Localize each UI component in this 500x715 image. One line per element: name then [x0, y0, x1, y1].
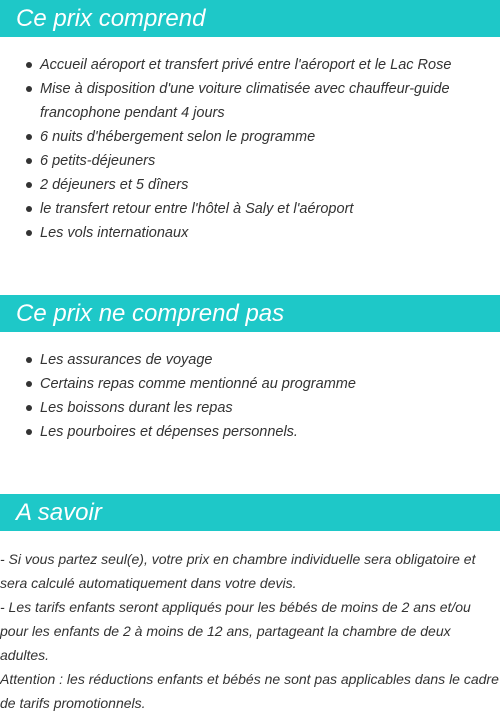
bullet-icon: [26, 429, 32, 435]
bullet-icon: [26, 405, 32, 411]
bullet-icon: [26, 206, 32, 212]
list-item: [0, 53, 500, 77]
bullet-icon: [26, 158, 32, 164]
not-included-list: [0, 348, 500, 444]
list-item-label: Les assurances de voyage: [40, 352, 213, 368]
list-item: [0, 348, 500, 372]
info-paragraph: - Si vous partez seul(e), votre prix en chambre individuelle sera obligatoire et sera calculé automatiquement dans votre devis.: [0, 551, 476, 591]
list-item: [0, 396, 500, 420]
info-paragraph: - Les tarifs enfants seront appliqués pour les bébés de moins de 2 ans et/ou pour les enfants de 2 à moins de 12 ans, partageant la chambre de deux adultes.: [0, 599, 471, 663]
list-item-label: Les vols internationaux: [40, 225, 189, 241]
list-item-label: Accueil aéroport et transfert privé entre l'aéroport et le Lac Rose: [40, 57, 452, 73]
info-text-block: [0, 547, 500, 715]
list-item: [0, 372, 500, 396]
bullet-icon: [26, 381, 32, 387]
list-item-label: Les boissons durant les repas: [40, 400, 233, 416]
list-item: [0, 221, 500, 245]
list-item: [0, 77, 500, 125]
section-title-included: Ce prix comprend: [0, 0, 500, 37]
list-item-label: le transfert retour entre l'hôtel à Saly et l'aéroport: [40, 201, 354, 217]
bullet-icon: [26, 134, 32, 140]
bullet-icon: [26, 62, 32, 68]
bullet-icon: [26, 230, 32, 236]
list-item-label: 2 déjeuners et 5 dîners: [40, 177, 189, 193]
list-item: [0, 197, 500, 221]
list-item-label: Mise à disposition d'une voiture climatisée avec chauffeur-guide francophone pendant 4 jours: [40, 81, 450, 121]
bullet-icon: [26, 357, 32, 363]
section-title-info: A savoir: [0, 494, 500, 531]
info-paragraph: Attention : les réductions enfants et bébés ne sont pas applicables dans le cadre de tarifs promotionnels.: [0, 671, 499, 711]
list-item-label: 6 nuits d'hébergement selon le programme: [40, 129, 316, 145]
list-item-label: Les pourboires et dépenses personnels.: [40, 424, 298, 440]
section-title-not-included: Ce prix ne comprend pas: [0, 295, 500, 332]
list-item-label: 6 petits-déjeuners: [40, 153, 156, 169]
list-item: [0, 125, 500, 149]
list-item: [0, 420, 500, 444]
included-list: [0, 53, 500, 245]
bullet-icon: [26, 86, 32, 92]
list-item: [0, 173, 500, 197]
list-item-label: Certains repas comme mentionné au programme: [40, 376, 356, 392]
list-item: [0, 149, 500, 173]
bullet-icon: [26, 182, 32, 188]
